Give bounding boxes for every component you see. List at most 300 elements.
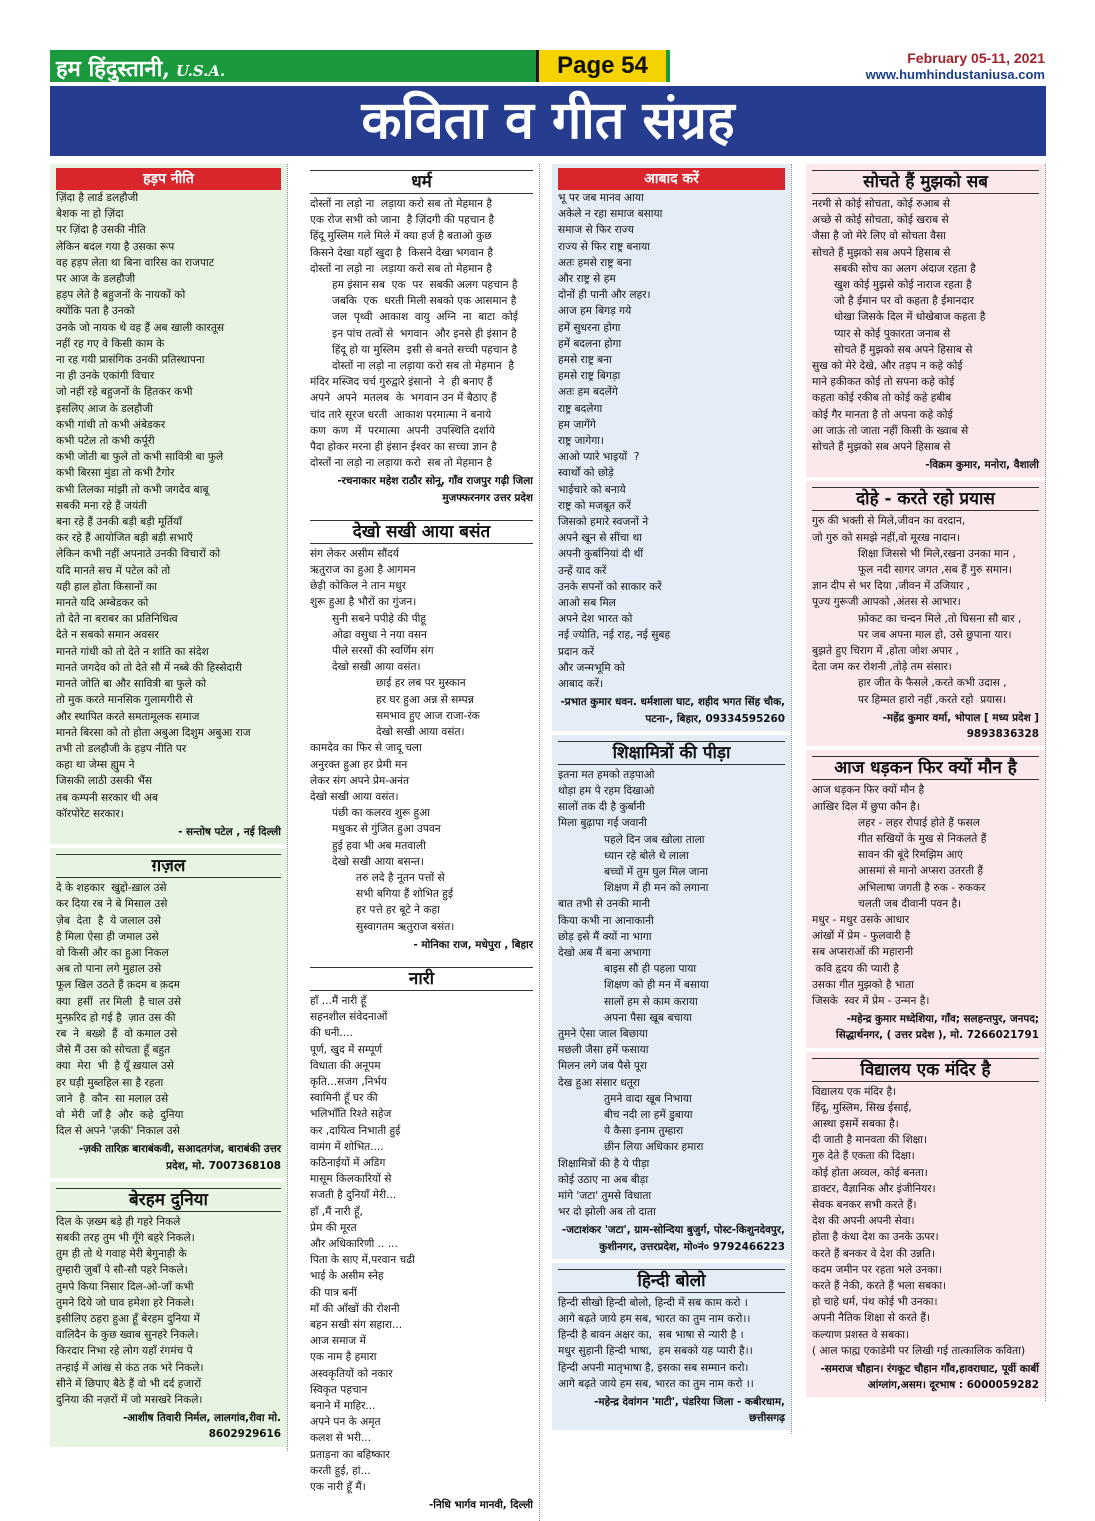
poem-line: अतः हम बदलेंगे <box>558 386 618 399</box>
poem-line: करते हैं नेकी, करते हैं भला सबका। <box>812 1279 947 1292</box>
poem-line: राष्ट्र जागेगा। <box>558 435 604 448</box>
poem-line: सभी बगिया हैं शोभित हुई <box>356 888 454 901</box>
poem-line: जिसको हमारे स्वजनों ने <box>558 516 649 529</box>
poem-line: अपने अपने मतलब के भगवान उन में बैठाए हैं <box>310 392 497 405</box>
poem-line: मानते गांधी को तो देते न शांति का संदेश <box>56 645 209 658</box>
poem-line: कभी जोती बा फुले तो कभी सावित्री बा फुले <box>56 451 224 464</box>
poem-title: ग़ज़ल <box>56 854 281 878</box>
poem-line: बुझते हुए चिराग में ,होता जोश अपार , <box>812 645 959 658</box>
poem-line: दे के शहकार खुद्दो-ख़ाल उसे <box>56 882 167 895</box>
poem-line: कोई होता अव्वल, कोई बनता। <box>812 1166 928 1179</box>
poem-line: भर दो झोली अब तो दाता <box>558 1206 656 1219</box>
poem-body <box>310 546 533 611</box>
poem-line: मासूम किलकारियों से <box>310 1173 392 1186</box>
poem-line: कामदेव का फिर से जादू चला <box>310 742 422 755</box>
poem-line: विधाता की अनूपम <box>310 1059 381 1072</box>
poem-line: और स्थापित करते समतामूलक समाज <box>56 710 200 723</box>
poem-line: दिल से अपने 'ज़की' निकाल उसे <box>56 1125 180 1138</box>
poem-line: सब अप्सराओं की महारानी <box>812 946 914 959</box>
poem-line: बना रहे हैं उनकी बड़ी बड़ी मूर्तियाँ <box>56 516 182 529</box>
poem-line: सोचते हैं मुझको सब अपने हिसाब से <box>812 441 951 454</box>
poem-line: वह हड़प लेता था बिना वारिस का राजपाट <box>56 256 215 269</box>
poem-body <box>558 896 785 961</box>
poem-line: पैदा होकर मरना ही इंसान ईश्वर का सच्चा ज्ञान है <box>310 441 497 454</box>
poem-line: सुस्वागतम ऋतुराज बसंत। <box>356 920 455 933</box>
poem-hindi-bolo <box>552 1263 791 1431</box>
poem-line: कभी पटेल तो कभी कर्पूरी <box>56 435 155 448</box>
poem-line: दी जाती है मानवता की शिक्षा। <box>812 1134 928 1147</box>
poem-body <box>310 374 533 471</box>
poem-line: क्योंकि पता है उनको <box>56 305 135 318</box>
poem-line: हिंदू हो या मुस्लिम इसी से बनते सच्ची पहचान है <box>332 343 518 356</box>
poem-title: देखो सखी आया बसंत <box>310 520 533 544</box>
poem-line: भाईचारे को बनाये <box>558 483 626 496</box>
poem-line: यही हाल होता किसानों का <box>56 580 157 593</box>
column-4 <box>806 164 1046 1401</box>
poem-line: शिक्षामित्रों की है ये पीड़ा <box>558 1157 650 1170</box>
poem-line: माँ की आँखों की रोशनी <box>310 1302 400 1315</box>
poem-dharm <box>304 164 539 510</box>
poem-body <box>812 1084 1039 1359</box>
poem-line: हर घड़ी मुब्तहिल सा है रहता <box>56 1076 164 1089</box>
poem-line: इतना मत हमको तड़पाओ <box>558 768 655 781</box>
poem-line: एक नाम है हमारा <box>310 1351 377 1364</box>
poem-body <box>310 277 533 374</box>
poem-line: जल पृथ्वी आकाश वायु अग्नि ना बाटा कोई <box>332 311 518 324</box>
poem-line: लेकिन बदल गया है उसका रूप <box>56 240 175 253</box>
poem-line: शिक्षण को ही मन में बसाया <box>604 979 709 992</box>
poem-line: सजती है दुनियाँ मेरी... <box>310 1189 397 1202</box>
poem-line: बात तभी से उनकी मानी <box>558 898 650 911</box>
poem-line: फ़ोकट का चन्दन मिले ,तो घिसना सौ बार , <box>858 612 1022 625</box>
poem-body <box>310 196 533 277</box>
poem-line: देश की अपनी अपनी सेवा। <box>812 1215 915 1228</box>
poem-body <box>812 261 1039 358</box>
poem-line: कभी बिरसा मुंडा तो कभी टैगोर <box>56 467 175 480</box>
poem-line: और जन्मभूमि को <box>558 661 625 674</box>
website-link[interactable]: www.humhindustaniusa.com <box>865 67 1045 82</box>
poem-line: आ जाऊं तो जाता नहीं किसी के ख्वाब से <box>812 424 969 437</box>
poem-line: हिन्दी सीखो हिन्दी बोलो, हिन्दी में सब काम करो । <box>558 1296 748 1309</box>
poem-line: अपने पन के अमृत <box>310 1416 381 1429</box>
poem-body <box>56 880 281 1139</box>
poem-body <box>56 190 281 822</box>
poem-line: तुम ही तो थे गवाह मेरी बेगुनाही के <box>56 1248 187 1261</box>
poem-line: सुनी सबने पपीहे की पीहू <box>332 612 427 625</box>
poem-line: देखो सखी आया वसंत। <box>332 661 421 674</box>
poem-line: जिसके स्वर में प्रेम - उन्मन है। <box>812 994 930 1007</box>
poem-line: जैसा है जो मेरे लिए वो सोचता वैसा <box>812 230 946 243</box>
poem-line: ओढा वसुधा ने नया वसन <box>332 628 427 641</box>
poem-line: उनके जो नायक थे वह हैं अब खाली कारतूस <box>56 321 225 334</box>
poem-line: मांगे 'जटा' तुमसे विधाता <box>558 1189 652 1202</box>
poem-line: पिता के साए में,परवान चढी <box>310 1254 415 1267</box>
poem-line: मिलन लगे जब पैसे पूरा <box>558 1060 647 1073</box>
poem-line: ये कैसा इनाम तुम्हारा <box>604 1125 684 1138</box>
poem-line: शिक्षा जिससे भी मिले,रखना उनका मान , <box>858 547 1016 560</box>
poem-line: की पात्र बनीं <box>310 1286 357 1299</box>
poem-line: समाज से फिर राज्य <box>558 224 634 237</box>
poem-line: आज धड़कन फिर क्यों मौन है <box>812 784 925 797</box>
poem-line: कठिनाईयों में अडिग <box>310 1156 386 1169</box>
poem-line: हमें बदलना होगा <box>558 337 622 350</box>
poem-body <box>812 358 1039 455</box>
poem-line: आंखों में प्रेम - फुलवारी है <box>812 930 911 943</box>
poem-line: पूज्य गुरूजी आपको ,अंतस से आभार। <box>812 596 961 609</box>
poem-title: आज धड़कन फिर क्यों मौन है <box>812 756 1039 780</box>
poem-line: हर पत्ते हर बूटे ने कहा <box>356 904 440 917</box>
poem-line: हार जीत के फैसले ,करते कभी उदास , <box>858 677 1007 690</box>
poem-body <box>558 1091 785 1156</box>
issue-date: February 05-11, 2021 <box>907 50 1045 66</box>
poem-line: चांद तारे सूरज धरती आकाश परमात्मा ने बनाये <box>310 408 492 421</box>
poem-line: आज हम बिगड़ गये <box>558 305 632 318</box>
poem-line: होता है कंधा देश का उनके ऊपर। <box>812 1231 939 1244</box>
poem-title: विद्यालय एक मंदिर है <box>812 1058 1039 1082</box>
poem-title: शिक्षामित्रों की पीड़ा <box>558 741 785 765</box>
poem-line: देता जम कर रोशनी ,तोड़े तम संसार। <box>812 661 952 674</box>
poem-line: लेकिन कभी नहीं अपनाते उनकी विचारों को <box>56 548 221 561</box>
poem-line: दोस्तों ना लड़ो ना लड़ाया करो सब तो मेहमान है <box>310 198 493 210</box>
poem-ghazal <box>50 848 287 1178</box>
section-banner: कविता व गीत संग्रह <box>50 86 1046 156</box>
poem-line: नरमी से कोई सोचता, कोई रुआब से <box>812 198 950 210</box>
brand-usa: U.S.A. <box>175 62 226 80</box>
poem-line: देखो सखी आया वसंत। <box>310 790 399 803</box>
poem-author: -जटाशंकर 'जटा', ग्राम-सोन्दिया बुजुर्ग, पोस्ट-किशुनदेवपुर, कुशीनगर, उत्तरप्रदेश, मो०नं० 9792466223 <box>561 1224 785 1253</box>
poem-line: लहर - लहर रोपाई होते हैं फसल <box>858 816 980 829</box>
poem-line: तो देते ना बराबर का प्रतिनिधित्व <box>56 613 178 626</box>
poem-line: उनके सपनों को साकार करें <box>558 580 662 593</box>
poem-line: शुरू हुआ है भौरों का गुंजन। <box>310 596 417 609</box>
poem-line: हम जागेंगे <box>558 418 596 431</box>
poem-line: हिंदू मुस्लिम गले मिले में क्या हर्ज है बताओ कुछ <box>310 230 492 243</box>
poem-line: मंदिर मस्जिद चर्च गुरुद्वारे इंसानो ने ही बनाए हैं <box>310 376 493 389</box>
poem-body <box>310 805 533 870</box>
poem-line: फूल नदी सागर जगत ,सब हैं गुरु समान। <box>858 564 1012 577</box>
poem-title: बेरहम दुनिया <box>56 1188 281 1212</box>
poem-line: फूल खिल उठते हैं क़दम ब क़दम <box>56 979 181 992</box>
poem-line: हुई हवा भी अब मतवाली <box>332 839 426 852</box>
poem-line: ना ही उनके एकांगी विचार <box>56 370 155 383</box>
poem-sochte-hain <box>806 164 1045 477</box>
poem-line: गुरु की भक्ती से मिले,जीवन का वरदान, <box>812 515 966 528</box>
poem-line: अपना पैसा खूब बचाया <box>604 1011 692 1024</box>
poem-line: अभिलाषा जगती है रुक - रुककर <box>858 881 986 894</box>
poem-line: छोड़ इसे मैं क्यों ना भागा <box>558 930 652 943</box>
poem-line: हमसे राष्ट्र बिगड़ा <box>558 370 621 383</box>
poem-line: आबाद करें। <box>558 678 604 691</box>
poem-line: तब कम्पनी सरकार थी अब <box>56 791 159 804</box>
poem-beraham-duniya <box>50 1182 287 1447</box>
poem-line: स्वार्थों को छोड़े <box>558 467 614 480</box>
page-number: Page 54 <box>536 50 666 82</box>
poem-line: इसलिए आज के डलहौजी <box>56 402 153 415</box>
poem-line: तुमने दिये जो घाव हमेशा हरे निकले। <box>56 1296 195 1309</box>
poem-line: अनुरक्त हुआ हर प्रेमी मन <box>310 758 408 771</box>
poem-line: सालों तक दी है कुर्बानी <box>558 801 646 814</box>
poem-line: मानते यदि अम्बेडकर को <box>56 597 149 610</box>
poem-title: दोहे - करते रहो प्रयास <box>812 487 1039 511</box>
poem-line: रब ने बख्शे हैं वो कमाल उसे <box>56 1027 178 1040</box>
poem-author: -विक्रम कुमार, मनोरा, वैशाली <box>925 459 1039 472</box>
poem-line: पीले सरसों की स्वर्णिम संग <box>332 645 434 658</box>
poem-body <box>558 961 785 1026</box>
poem-line: अपनी नैतिक शिक्षा से करते हैं। <box>812 1312 930 1325</box>
column-1 <box>50 164 288 1451</box>
poem-title: सोचते हैं मुझको सब <box>812 170 1039 194</box>
poem-line: अब तो पाना लगे मुहाल उसे <box>56 963 162 976</box>
poem-line: सालों हम से काम कराया <box>604 995 698 1008</box>
poem-line: हिंदू, मुस्लिम, सिख ईसाई, <box>812 1101 912 1114</box>
poem-line: मानते बिरसा को तो होता अबुआ दिशुम अबुआ राज <box>56 726 251 739</box>
poem-line: मधुर - मधुर उसके आधार <box>812 913 910 926</box>
poem-author: -निधि भार्गव मानवी, दिल्ली <box>428 1499 533 1512</box>
poem-line: दोस्तों ना लड़ो ना लड़ाया करो सब तो मेहमान है <box>310 262 493 275</box>
poem-line: पूर्ण, खुद में सम्पूर्ण <box>310 1043 382 1056</box>
poem-line: किसने देखा यहाँ खुदा है किसने देखा भगवान है <box>310 246 493 259</box>
poem-line: बनाने में माहिर... <box>310 1400 376 1413</box>
poem-line: मधुकर से गुंजित हुआ उपवन <box>332 823 441 836</box>
poem-line: वालिदैन के कुछ ख्वाब सुनहरे निकले। <box>56 1329 199 1342</box>
poem-line: गीत सखियों के मुख से निकलते हैं <box>858 832 987 845</box>
poem-line: जबकि एक धरती मिली सबको एक आसमान है <box>332 295 517 308</box>
poem-line: कभी तिलका मांझी तो कभी जगदेव बाबू <box>56 483 209 496</box>
poem-title: धर्म <box>310 170 533 194</box>
poem-line: भलिभाँति रिश्ते सहेज <box>310 1108 392 1121</box>
poem-line: तन्हाई में आंख से कंठ तक भरे निकले। <box>56 1361 204 1374</box>
poem-line: देखो सखी आया बसन्त। <box>332 855 424 868</box>
poem-line: हिन्दी है बावन अक्षर का, सब भाषा से न्यारी है । <box>558 1329 744 1342</box>
poem-line: प्रदान करें <box>558 645 595 658</box>
poem-line: वामंग में शोभित.... <box>310 1140 384 1153</box>
poem-line: तुमने ऐसा जाल बिछाया <box>558 1027 648 1040</box>
poem-line: हर घर हुआ अन्न से सम्पन्न <box>376 693 474 706</box>
poem-line: मिला बुढ़ापा गई जवानी <box>558 817 647 830</box>
poem-line: कर रहे हैं आयोजित बड़ी बड़ी सभाएँ <box>56 532 193 545</box>
poem-line: ज़ेब देता है ये जलाल उसे <box>56 914 161 927</box>
poem-body <box>310 870 533 935</box>
poem-nari <box>304 961 539 1518</box>
poem-line: सबकी सोच का अलग अंदाज रहता है <box>834 262 976 275</box>
poem-dohe <box>806 481 1045 746</box>
poem-line: किरदार निभा रहे लोग यहाँ रंगमंच पे <box>56 1345 193 1358</box>
poem-body <box>558 1026 785 1091</box>
poem-line: क्या हसीं तर मिली है चाल उसे <box>56 995 182 1008</box>
poem-line: कभी गांधी तो कभी अंबेडकर <box>56 418 166 431</box>
poem-body <box>812 578 1039 610</box>
poem-line: बहन सखी संग सहारा... <box>310 1319 403 1331</box>
poem-line: दोस्तों ना लड़ो ना लड़ाया करो सब तो मेहमान है <box>310 457 493 470</box>
poem-line: की धनी.... <box>310 1027 353 1040</box>
poem-author: - सन्तोष पटेल , नई दिल्ली <box>178 825 281 838</box>
poem-line: मानते जगदेव को तो देते सौ में नब्बे की हिस्सेदारी <box>56 661 242 674</box>
poem-line: आस्था इसमें सबका है। <box>812 1117 899 1130</box>
poem-line: करते हैं बनकर वे देश की उन्नति। <box>812 1247 935 1260</box>
poem-line: मधुर सुहानी हिन्दी भाषा, हम सबको यह प्यारी है।। <box>558 1345 753 1358</box>
poem-line: सोचते हैं मुझको सब अपने हिसाब से <box>834 343 973 356</box>
poem-line: थोड़ा हम पे रहम दिखाओ <box>558 784 655 797</box>
poem-line: हाँ ...मैं नारी हूँ <box>310 994 367 1007</box>
poem-line: जैसे मैं उस को सोचता हूँ बहुत <box>56 1044 171 1057</box>
poem-line: दोस्तों ना लड़ो ना लड़ाया करो सब तो मेहमान है <box>332 360 515 373</box>
poem-line: एक रोज सभी को जाना है ज़िंदगी की पहचान है <box>310 214 495 227</box>
poem-line: ध्यान रहे बोले थे लाला <box>604 849 689 862</box>
poem-line: ज़िंदा है लार्ड डलहौजी <box>56 192 139 204</box>
poem-line: कदम जमीन पर रहता भले उनका। <box>812 1263 943 1276</box>
poem-line: आगे बढ़ते जाये हम सब, भारत का तुम नाम करो ।। <box>558 1377 754 1390</box>
poem-body <box>310 993 533 1495</box>
poem-line: पहले दिन जब खोला ताला <box>604 833 705 846</box>
poem-line: कोई उठाए ना अब बीड़ा <box>558 1173 649 1186</box>
poem-title: हड़प नीति <box>56 168 281 190</box>
poem-line: जो गुरु को समझे नहीं,वो मूरख नादान। <box>812 531 960 544</box>
poem-body <box>310 740 533 805</box>
poem-line: कलश से भरी... <box>310 1432 372 1445</box>
poem-line: दिल के ज़ख्म बड़े ही गहरे निकले <box>56 1215 181 1228</box>
poem-line: अतः हमसे राष्ट्र बना <box>558 256 632 269</box>
poem-line: नहीं रह गए वे किसी काम के <box>56 337 165 350</box>
poem-line: हो चाहे धर्म, पंथ कोई भी उनका। <box>812 1296 938 1309</box>
poem-line: क्या मेरा भी है यूँ ख़याल उसे <box>56 1060 174 1073</box>
poem-line: तुम्हारी ज़ुबाँ पे सौ-सौ पहरे निकले। <box>56 1264 188 1277</box>
poem-line: छेड़ी कोकिल ने तान मधुर <box>310 580 406 593</box>
poem-author: -प्रभात कुमार धवन. धर्मशाला घाट, शहीद भगत सिंह चौक, पटना-, बिहार, 09334595260 <box>560 696 785 725</box>
poem-author: -ज़की तारिक़ बाराबंकवी, सआदतगंज, बाराबंकी उत्तर प्रदेश, मो. 7007368108 <box>78 1143 281 1172</box>
poem-body <box>812 643 1039 675</box>
poem-line: हम इंसान सब एक पर सबकी अलग पहचान है <box>332 279 518 292</box>
poem-line: पर हिम्मत हारो नहीं ,करते रहो प्रयास। <box>858 693 1007 706</box>
poem-line: कर ,दायित्व निभाती हुई <box>310 1124 401 1137</box>
poem-line: बाइस सौ ही पहला पाया <box>604 963 697 976</box>
poem-author: -महेंद्र कुमार वर्मा, भोपाल [ मध्य प्रदेश ] 9893836328 <box>882 711 1039 741</box>
poem-author: -महेन्द्र देवांगन 'माटी', पंडरिया जिला - कबीरधाम, छत्तीसगढ़ <box>594 1396 785 1425</box>
poem-line: देखो सखी आया वसंत। <box>376 726 465 739</box>
poem-line: इसीलिए ठहरा हुआ हूँ बेरहम दुनिया में <box>56 1313 200 1325</box>
poem-line: डाक्टर, वैज्ञानिक और इंजीनियर। <box>812 1182 936 1195</box>
poem-line: स्विकृत पहचान <box>310 1383 368 1396</box>
poem-line: विद्यालय एक मंदिर है। <box>812 1085 897 1098</box>
poem-line: पंछी का कलरव शुरू हुआ <box>332 807 430 820</box>
poem-line: समभाव हुए आज राजा-रंक <box>376 709 480 722</box>
poem-line: मानते जोति बा और सावित्री बा फुले को <box>56 678 207 691</box>
poem-line: जो नहीं रहे बहुजनों के हितकर कभी <box>56 386 193 399</box>
poem-line: यदि मानते सच में पटेल को तो <box>56 564 171 577</box>
poem-line: एक नारी हूँ मैं। <box>310 1481 366 1494</box>
poem-line: राज्य से फिर राष्ट्र बनाया <box>558 240 650 253</box>
poem-body <box>812 196 1039 261</box>
poem-body <box>812 546 1039 578</box>
poem-line: भाई के असीम स्नेह <box>310 1270 384 1283</box>
poem-line: ज्ञान दीप से भर दिया ,जीवन में उजियार , <box>812 580 971 593</box>
poem-line: सावन की बूंदे रिमझिम आएं <box>858 849 963 862</box>
poem-line: सुख को मेरे देखे, और तड़प न कहे कोई <box>812 360 963 373</box>
poem-line: कल्याण प्रशस्त वे सबका। <box>812 1328 910 1341</box>
poem-line: प्रेम की मूरत <box>310 1221 357 1234</box>
poem-line: जिसकी लाठी उसकी भैंस <box>56 775 153 788</box>
poem-line: राष्ट्र को मजबूत करें <box>558 499 631 512</box>
poem-line: प्रताड़ना का बहिष्कार <box>310 1448 390 1461</box>
poem-line: तुमने वादा खूब निभाया <box>604 1092 692 1105</box>
poem-line: छाई हर लब पर मुस्कान <box>376 677 466 690</box>
poem-line: जो है ईमान पर वो कहता है ईमानदार <box>834 295 974 308</box>
poem-title: नारी <box>310 967 533 991</box>
poem-line: पर जब अपना माल हो, उसे छुपाना यार। <box>858 628 1012 641</box>
poem-line: देखो अब मैं बना अभागा <box>558 946 651 959</box>
poem-line: आखिर दिल में छुपा कौन है। <box>812 800 920 813</box>
poem-line: पर ज़िंदा है उसकी नीति <box>56 224 146 237</box>
poem-body <box>812 782 1039 814</box>
poem-line: नई ज्योति, नई राह, नई सुबह <box>558 629 671 642</box>
poem-line: करती हुई, हां... <box>310 1464 371 1477</box>
poem-line: दोनों ही पानी और लहर। <box>558 289 651 302</box>
poem-line: हाँ ,मैं नारी हूँ, <box>310 1205 363 1218</box>
poem-line: सोचते हैं मुझको सब अपने हिसाब से <box>812 246 951 259</box>
poem-line: सीने में छिपाए बैठे हैं वो भी दर्द हजारों <box>56 1377 202 1390</box>
poem-line: देख हुआ संसार धतूरा <box>558 1076 640 1089</box>
poem-body <box>558 832 785 897</box>
poem-line: और राष्ट्र से हम <box>558 273 616 286</box>
poem-aabad-karen <box>552 164 791 731</box>
poem-line: तुमपे किया निसार दिल-ओ-जाँ कभी <box>56 1280 194 1293</box>
poem-body <box>558 190 785 692</box>
poem-line: प्यार से कोई पुकारता जनाब से <box>834 327 951 340</box>
poem-line: आगे बढ़ते जाये हम सब, भारत का तुम नाम करो।। <box>558 1313 751 1325</box>
poem-shikshamitra <box>552 735 791 1259</box>
poem-line: राष्ट्र बदलेगा <box>558 402 603 415</box>
poem-body <box>812 611 1039 643</box>
poem-line: और अधिकारिणी .. ... <box>310 1237 398 1250</box>
poem-line: देते न सबको समान अवसर <box>56 629 159 642</box>
poem-line: मुन्फ़रिद हो गई है ज़ात उस की <box>56 1011 176 1024</box>
poem-body <box>812 912 1039 1009</box>
poem-title: आबाद करें <box>558 168 785 190</box>
poem-line: उसका गीत मुझको है भाता <box>812 978 914 991</box>
poem-line: स्वामिनी हूँ घर की <box>310 1092 378 1105</box>
poem-line: तभी तो डलहौजी के हड़प नीति पर <box>56 742 187 755</box>
poem-line: कण कण में परमात्मा अपनी उपस्थिति दर्शाये <box>310 424 495 437</box>
poem-line: जाने है कौन सा मलाल उसे <box>56 1092 169 1105</box>
poem-line: सबकी मना रहे हैं जयंती <box>56 499 147 512</box>
poem-body <box>310 611 533 676</box>
poem-line: अस्वकृतियों को नकार <box>310 1367 393 1380</box>
poem-line: आसमां से मानो अप्सरा उतरती हैं <box>858 865 984 878</box>
poem-line: कवि हृदय की प्यारी है <box>812 962 899 975</box>
poem-line: कहता कोई रकीब तो कोई कहे हबीब <box>812 392 952 405</box>
poem-title: हिन्दी बोलो <box>558 1269 785 1293</box>
poem-body <box>558 767 785 832</box>
poem-line: आओ सब मिल <box>558 597 616 610</box>
poem-line: अपने खून से सींचा था <box>558 532 643 545</box>
poem-body <box>812 675 1039 707</box>
poem-line: हमें सुधरना होगा <box>558 321 621 334</box>
poem-vidyalay <box>806 1052 1045 1398</box>
poem-line: संग लेकर असीम सौंदर्य <box>310 547 399 560</box>
poem-line: अपने देश भारत को <box>558 613 633 626</box>
poem-line: बीच नदी ला हमें डुबाया <box>604 1108 693 1121</box>
poem-line: कोई गैर मानता है तो अपना कहे कोई <box>812 408 953 421</box>
poem-line: आज समाज में <box>310 1335 366 1348</box>
poem-author: -आशीष तिवारी निर्मल, लालगांव,रीवा मो. 8602929616 <box>122 1412 281 1441</box>
poem-author: -रचनाकार महेश राठौर सोनू, गाँव राजपुर गढ़ी जिला मुजफ्फरनगर उत्तर प्रदेश <box>337 475 533 504</box>
poem-line: कॉरपोरेट सरकार। <box>56 807 124 820</box>
poem-line: कहा था जेम्स ह्युम ने <box>56 759 135 772</box>
poem-line: कृति...सजग ,निर्भय <box>310 1075 387 1088</box>
poem-line: है मिला ऐसा ही जमाल उसे <box>56 930 159 943</box>
poem-body <box>56 1214 281 1408</box>
poem-author: -समराज चौहान। रंगकूट चौहान गाँव,हावराघाट, पूर्वी कार्बी आंग्लांग,असम। दूरभाष : 6000059282 <box>820 1363 1039 1392</box>
poem-author: -महेन्द्र कुमार मध्देशिया, गाँव; सलहन्तपुर, जनपद; सिद्धार्थनगर, ( उत्तर प्रदेश ), मो. 7266021791 <box>835 1013 1039 1042</box>
